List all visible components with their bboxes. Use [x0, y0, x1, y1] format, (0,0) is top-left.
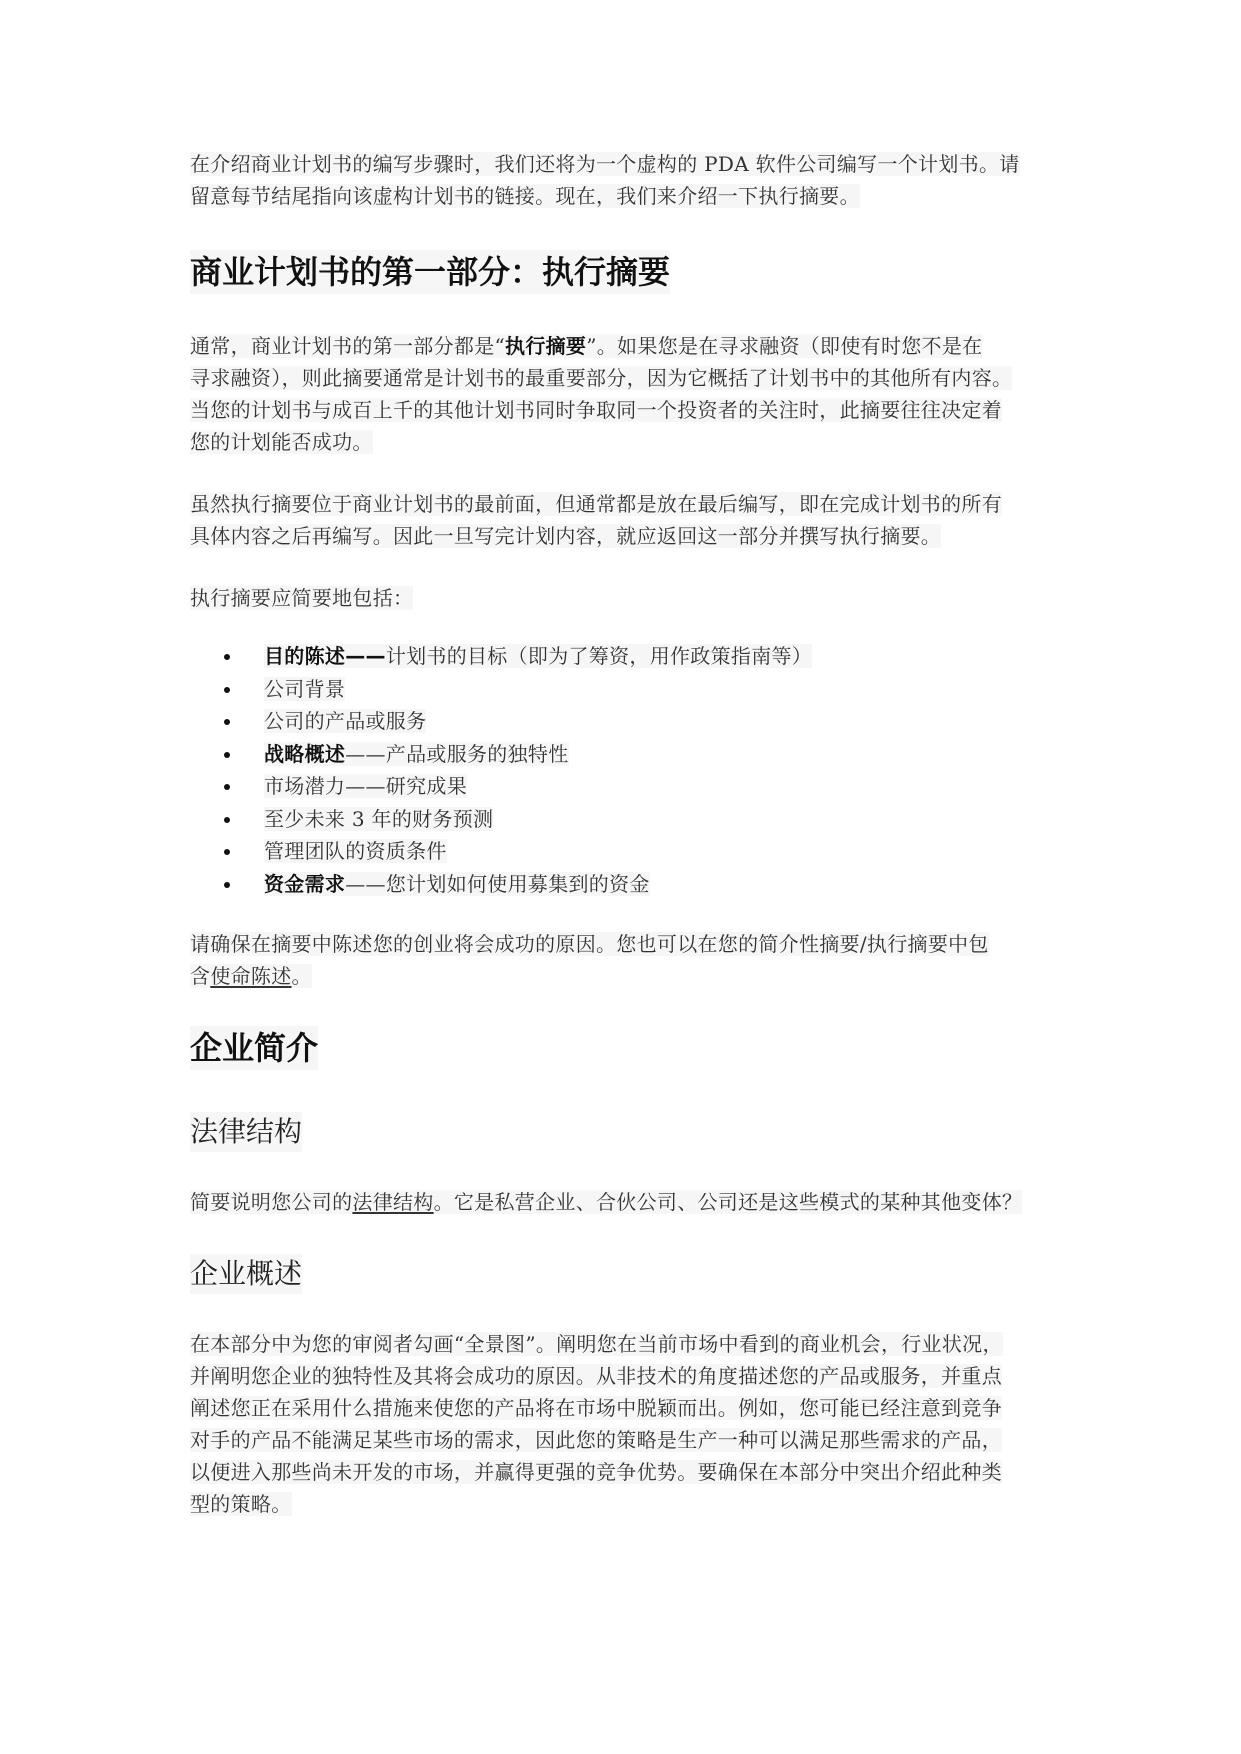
- list-item: 战略概述——产品或服务的独特性: [190, 738, 1060, 771]
- p2-line-2: 具体内容之后再编写。因此一旦写完计划内容，就应返回这一部分并撰写执行摘要。: [190, 524, 942, 548]
- legal-structure-paragraph: 简要说明您公司的法律结构。它是私营企业、合伙公司、公司还是这些模式的某种其他变体？: [190, 1190, 1023, 1214]
- bullet-icon: [224, 687, 230, 693]
- list-item: 目的陈述——计划书的目标（即为了筹资，用作政策指南等）: [190, 640, 1060, 673]
- section-heading-company-overview: 企业简介: [190, 1026, 318, 1070]
- overview-line-6: 型的策略。: [190, 1492, 292, 1516]
- executive-summary-paragraph-1: [190, 330, 1060, 458]
- subheading-business-overview: 企业概述: [190, 1254, 302, 1294]
- executive-summary-paragraph-2: [190, 488, 1060, 552]
- bullet-icon: [224, 752, 230, 758]
- p1-line-3: 当您的计划书与成百上千的其他计划书同时争取同一个投资者的关注时，此摘要往往决定着: [190, 398, 1002, 422]
- list-item: 至少未来 3 年的财务预测: [190, 803, 1060, 836]
- p1-line-2: 寻求融资），则此摘要通常是计划书的最重要部分，因为它概括了计划书中的其他所有内容。: [190, 366, 1013, 390]
- p4-line-1: 请确保在摘要中陈述您的创业将会成功的原因。您也可以在您的简介性摘要/执行摘要中包: [190, 932, 989, 956]
- list-item: 管理团队的资质条件: [190, 835, 1060, 868]
- p1-text-b: ”。如果您是在寻求融资（即使有时您不是在: [586, 334, 983, 358]
- list-item: 公司背景: [190, 673, 1060, 706]
- p1-text-a: 通常，商业计划书的第一部分都是“: [190, 334, 506, 358]
- p1-bold-term: 执行摘要: [505, 334, 587, 358]
- p3-text: 执行摘要应简要地包括：: [190, 586, 414, 610]
- overview-line-3: 阐述您正在采用什么措施来使您的产品将在市场中脱颖而出。例如，您可能已经注意到竞争: [190, 1396, 1002, 1420]
- list-item: 资金需求——您计划如何使用募集到的资金: [190, 868, 1060, 901]
- bullet-icon: [224, 817, 230, 823]
- subheading-legal-structure: 法律结构: [190, 1112, 302, 1152]
- intro-line-1: 在介绍商业计划书的编写步骤时，我们还将为一个虚构的 PDA 软件公司编写一个计划书。请: [190, 152, 1020, 176]
- overview-line-2: 并阐明您企业的独特性及其将会成功的原因。从非技术的角度描述您的产品或服务，并重点: [190, 1364, 1002, 1388]
- list-item: 公司的产品或服务: [190, 705, 1060, 738]
- p2-line-1: 虽然执行摘要位于商业计划书的最前面，但通常都是放在最后编写，即在完成计划书的所有: [190, 492, 1002, 516]
- overview-line-1: 在本部分中为您的审阅者勾画“全景图”。阐明您在当前市场中看到的商业机会，行业状况，: [190, 1332, 1003, 1356]
- business-overview-paragraph: [190, 1328, 1060, 1520]
- section-heading-executive-summary: 商业计划书的第一部分：执行摘要: [190, 250, 670, 294]
- mission-statement-link[interactable]: 使命陈述: [210, 964, 292, 988]
- intro-line-2: 留意每节结尾指向该虚构计划书的链接。现在，我们来介绍一下执行摘要。: [190, 184, 860, 208]
- legal-structure-link[interactable]: 法律结构: [352, 1190, 434, 1214]
- bullet-icon: [224, 654, 230, 660]
- bullet-icon: [224, 784, 230, 790]
- document-page: [190, 148, 1060, 1520]
- bullet-icon: [224, 719, 230, 725]
- intro-paragraph: [190, 148, 1060, 212]
- bullet-icon: [224, 849, 230, 855]
- executive-summary-intro-list: [190, 582, 1060, 614]
- bullet-icon: [224, 882, 230, 888]
- executive-summary-bullet-list: [190, 640, 1060, 900]
- list-item: 市场潜力——研究成果: [190, 770, 1060, 803]
- overview-line-4: 对手的产品不能满足某些市场的需求，因此您的策略是生产一种可以满足那些需求的产品，: [190, 1428, 1002, 1452]
- overview-line-5: 以便进入那些尚未开发的市场，并赢得更强的竞争优势。要确保在本部分中突出介绍此种类: [190, 1460, 1002, 1484]
- executive-summary-paragraph-4: 请确保在摘要中陈述您的创业将会成功的原因。您也可以在您的简介性摘要/执行摘要中包 含使命陈述。: [190, 932, 989, 988]
- p1-line-4: 您的计划能否成功。: [190, 430, 373, 454]
